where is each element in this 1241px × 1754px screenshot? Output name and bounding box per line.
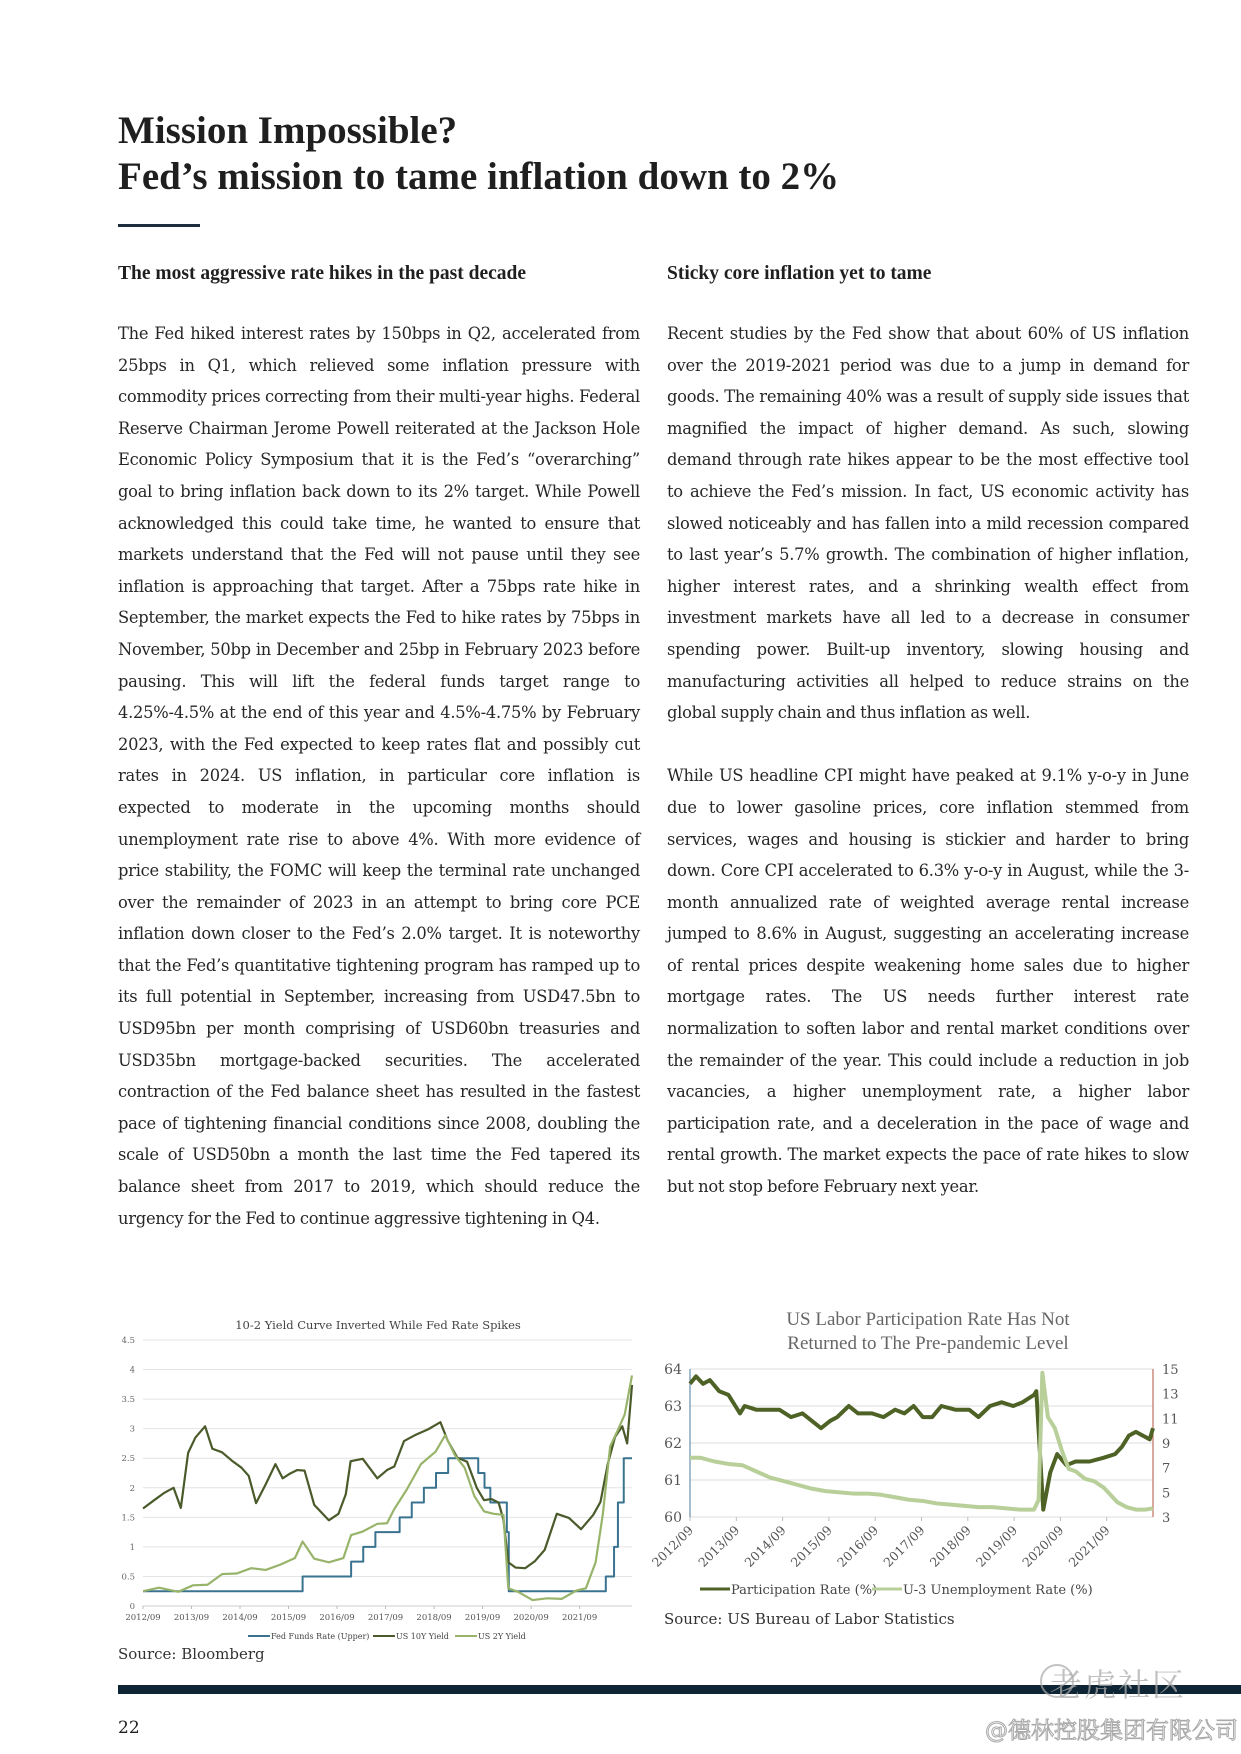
series-line-us-2y-yield	[143, 1375, 632, 1600]
series-line-u-3-unemployment-rate-	[690, 1373, 1153, 1510]
x-tick-label: 2013/09	[695, 1522, 743, 1570]
left-section-heading: The most aggressive rate hikes in the past decade	[118, 263, 527, 284]
x-tick-label: 2016/09	[833, 1522, 882, 1570]
y-right-tick-label: 5	[1162, 1486, 1171, 1502]
x-tick-label: 2012/09	[648, 1522, 697, 1570]
y-left-tick-label: 62	[664, 1436, 682, 1452]
x-tick-label: 2012/09	[125, 1613, 161, 1623]
watermark-community: 老虎社区	[1050, 1666, 1187, 1704]
y-right-tick-label: 7	[1162, 1461, 1171, 1477]
x-tick-label: 2019/09	[464, 1613, 501, 1623]
labor-chart-title-line-2: Returned to The Pre-pandemic Level	[787, 1333, 1069, 1354]
y-right-tick-label: 11	[1162, 1412, 1179, 1428]
labor-chart-title-text	[786, 1309, 1069, 1354]
x-tick-label: 2020/09	[1019, 1522, 1067, 1570]
labor-chart-title	[668, 1308, 1188, 1356]
right-chart-source: Source: US Bureau of Labor Statistics	[664, 1610, 955, 1628]
title-line-1: Mission Impossible?	[118, 109, 458, 152]
y-right-tick-label: 9	[1162, 1437, 1171, 1452]
legend-label: Participation Rate (%)	[731, 1583, 878, 1598]
x-tick-label: 2015/09	[787, 1522, 836, 1570]
x-tick-label: 2016/09	[319, 1613, 355, 1623]
y-tick-label: 2	[129, 1483, 135, 1494]
x-tick-label: 2018/09	[926, 1522, 974, 1570]
x-tick-label: 2018/09	[416, 1613, 452, 1623]
page-title	[118, 108, 839, 200]
x-tick-label: 2013/09	[173, 1613, 210, 1623]
watermark-company: @德林控股集团有限公司	[985, 1718, 1238, 1744]
y-tick-label: 3.5	[121, 1395, 135, 1406]
yield-chart-title: 10-2 Yield Curve Inverted While Fed Rate Spikes	[235, 1318, 521, 1332]
series-line-us-10y-yield	[143, 1385, 632, 1568]
y-right-tick-label: 15	[1162, 1363, 1179, 1378]
legend-label: Fed Funds Rate (Upper)	[271, 1632, 370, 1641]
title-underline-rule	[118, 224, 200, 227]
x-tick-label: 2017/09	[367, 1613, 404, 1623]
x-tick-label: 2014/09	[741, 1522, 789, 1570]
y-left-tick-label: 60	[664, 1510, 682, 1526]
left-column	[118, 262, 640, 1266]
right-column	[667, 262, 1189, 1234]
left-chart-source: Source: Bloomberg	[118, 1645, 265, 1663]
y-left-tick-label: 61	[664, 1473, 682, 1489]
right-paragraph-2: While US headline CPI might have peaked at 9.1% y-o-y in June due to lower gasoline prices, core inflation stemmed from services, wages and housing is stickier and harder to bring down. Core CPI accelerated to 6.3% y-o-y in August, while the 3-month annualized rate of weighted average rental increase jumped to 8.6% in August, suggesting an accelerating increase of rental prices despite weakening home sales due to higher mortgage rates. The US needs further interest rate normalization to soften labor and rental market conditions over the remainder of the year. This could include a reduction in job vacancies, a higher unemployment rate, a higher labor participation rate, and a deceleration in the pace of wage and rental growth. The market expects the pace of rate hikes to slow but not stop before February next year.	[667, 766, 1189, 1197]
right-paragraph-1: Recent studies by the Fed show that about 60% of US inflation over the 2019-2021 period was due to a jump in demand for goods. The remaining 40% was a result of supply side issues that magnified the impact of higher demand. As such, slowing demand through rate hikes appear to be the most effective tool to achieve the Fed’s mission. In fact, US economic activity has slowed noticeably and has fallen into a mild recession compared to last year’s 5.7% growth. The combination of higher inflation, higher interest rates, and a shrinking wealth effect from investment markets have all led to a decrease in consumer spending power. Built-up inventory, slowing housing and manufacturing activities all helped to reduce strains on the global supply chain and thus inflation as well.	[667, 324, 1189, 723]
y-tick-label: 4	[129, 1365, 135, 1376]
page-number: 22	[118, 1718, 140, 1738]
x-tick-label: 2017/09	[880, 1522, 928, 1570]
legend-label: U-3 Unemployment Rate (%)	[903, 1583, 1093, 1598]
left-paragraph-1: The Fed hiked interest rates by 150bps in Q2, accelerated from 25bps in Q1, which relieved some inflation pressure with commodity prices correcting from their multi-year highs. Federal Reserve Chairman Jerome Powell reiterated at the Jackson Hole Economic Policy Symposium that it is the Fed’s “overarching” goal to bring inflation back down to its 2% target. While Powell acknowledged this could take time, he wanted to ensure that markets understand that the Fed will not pause until they see inflation is approaching that target. After a 75bps rate hike in September, the market expects the Fed to hike rates by 75bps in November, 50bp in December and 25bp in February 2023 before pausing. This will lift the federal funds target range to 4.25%-4.5% at the end of this year and 4.5%-4.75% by February 2023, with the Fed expected to keep rates flat and possibly cut rates in 2024. US inflation, in particular core inflation is expected to moderate in the upcoming months should unemployment rate rise to above 4%. With more evidence of price stability, the FOMC will keep the terminal rate unchanged over the remainder of 2023 in an attempt to bring core PCE inflation down closer to the Fed’s 2.0% target. It is noteworthy that the Fed’s quantitative tightening program has ramped up to its full potential in September, increasing from USD47.5bn to USD95bn per month comprising of USD60bn treasuries and USD35bn mortgage-backed securities. The accelerated contraction of the Fed balance sheet has resulted in the fastest pace of tightening financial conditions since 2008, doubling the scale of USD50bn a month the last time the Fed tapered its balance sheet from 2017 to 2019, which should reduce the urgency for the Fed to continue aggressive tightening in Q4.	[118, 324, 640, 1228]
y-left-tick-label: 64	[664, 1362, 682, 1378]
series-line-fed-funds-rate-upper-	[143, 1458, 632, 1591]
y-tick-label: 1	[129, 1542, 135, 1553]
y-right-tick-label: 13	[1162, 1387, 1179, 1403]
x-tick-label: 2015/09	[270, 1613, 307, 1623]
y-tick-label: 4.5	[121, 1336, 135, 1346]
y-tick-label: 2.5	[121, 1454, 135, 1465]
series-line-participation-rate-	[690, 1376, 1153, 1509]
right-section-heading: Sticky core inflation yet to tame	[667, 263, 932, 284]
y-tick-label: 3	[129, 1424, 135, 1435]
x-tick-label: 2021/09	[561, 1613, 598, 1623]
labor-chart-title-line-1: US Labor Participation Rate Has Not	[786, 1309, 1070, 1330]
legend-label: US 10Y Yield	[396, 1632, 449, 1641]
x-tick-label: 2021/09	[1065, 1522, 1113, 1570]
y-right-tick-label: 3	[1162, 1511, 1171, 1526]
y-tick-label: 0	[129, 1602, 135, 1612]
y-tick-label: 0.5	[121, 1572, 135, 1583]
x-tick-label: 2014/09	[222, 1613, 258, 1623]
y-left-tick-label: 63	[664, 1399, 682, 1415]
y-tick-label: 1.5	[121, 1513, 135, 1524]
title-line-2: Fed’s mission to tame inflation down to 2%	[118, 155, 840, 198]
x-tick-label: 2020/09	[513, 1613, 549, 1623]
x-tick-label: 2019/09	[972, 1522, 1021, 1570]
legend-label: US 2Y Yield	[478, 1632, 526, 1641]
